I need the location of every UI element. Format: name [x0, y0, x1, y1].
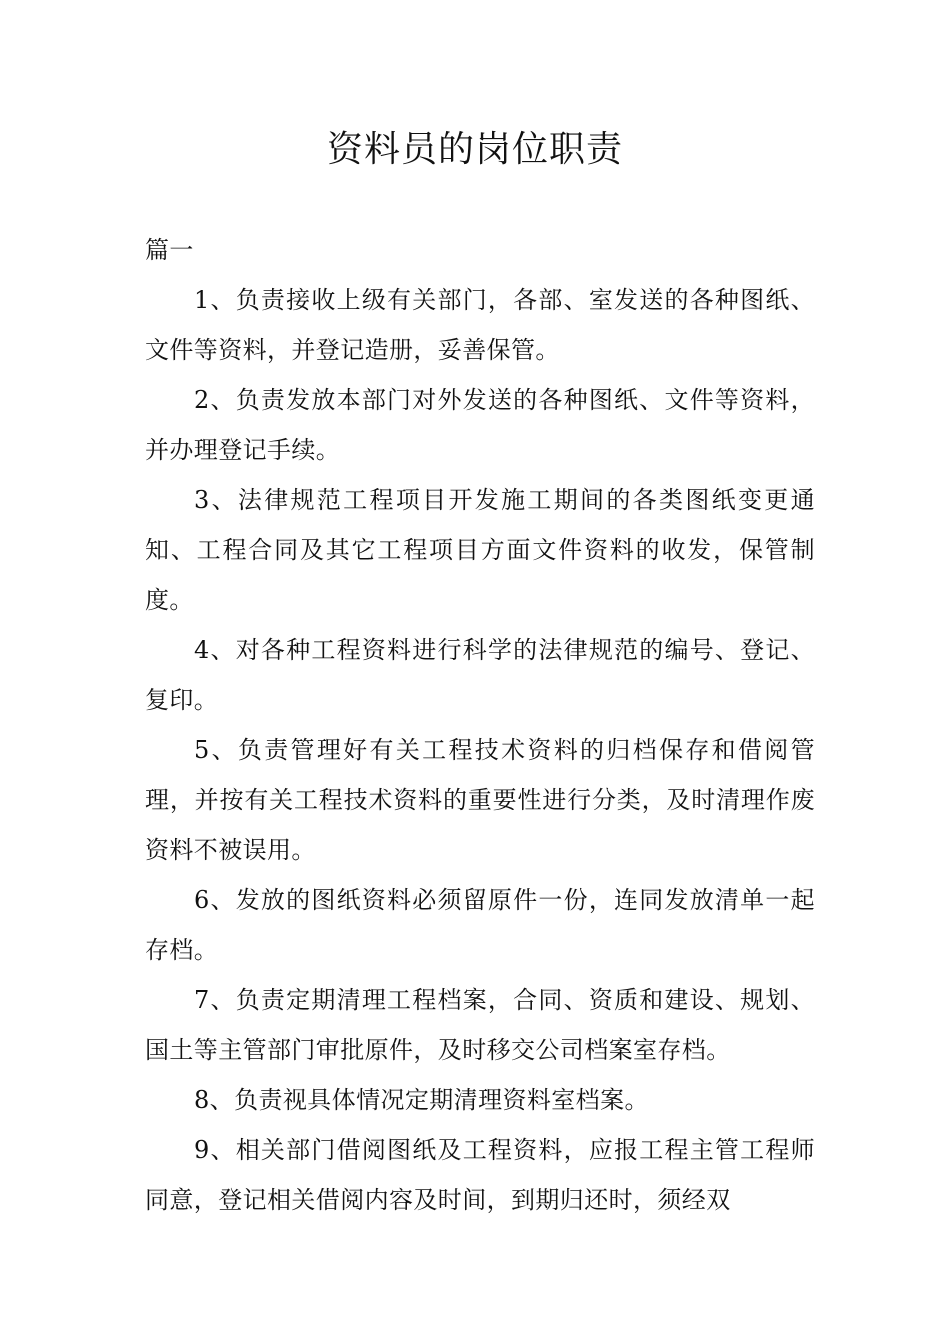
document-body [145, 225, 815, 1225]
section-label: 篇一 [145, 236, 194, 264]
duty-item-9: 9、相关部门借阅图纸及工程资料，应报工程主管工程师同意，登记相关借阅内容及时间，到期归还时，须经双 [145, 1136, 815, 1214]
duty-item-3: 3、法律规范工程项目开发施工期间的各类图纸变更通知、工程合同及其它工程项目方面文件资料的收发，保管制度。 [145, 486, 815, 614]
duty-item-4: 4、对各种工程资料进行科学的法律规范的编号、登记、复印。 [145, 636, 815, 714]
duty-item-5: 5、负责管理好有关工程技术资料的归档保存和借阅管理，并按有关工程技术资料的重要性进行分类，及时清理作废资料不被误用。 [145, 736, 815, 864]
document-title: 资料员的岗位职责 [326, 129, 623, 170]
duty-item-2: 2、负责发放本部门对外发送的各种图纸、文件等资料，并办理登记手续。 [145, 386, 815, 464]
duty-item-6: 6、发放的图纸资料必须留原件一份，连同发放清单一起存档。 [145, 886, 815, 964]
duty-item-8: 8、负责视具体情况定期清理资料室档案。 [194, 1086, 649, 1114]
duty-item-1: 1、负责接收上级有关部门，各部、室发送的各种图纸、文件等资料，并登记造册，妥善保管。 [145, 286, 815, 364]
duty-item-7: 7、负责定期清理工程档案，合同、资质和建设、规划、国土等主管部门审批原件，及时移交公司档案室存档。 [145, 986, 815, 1064]
